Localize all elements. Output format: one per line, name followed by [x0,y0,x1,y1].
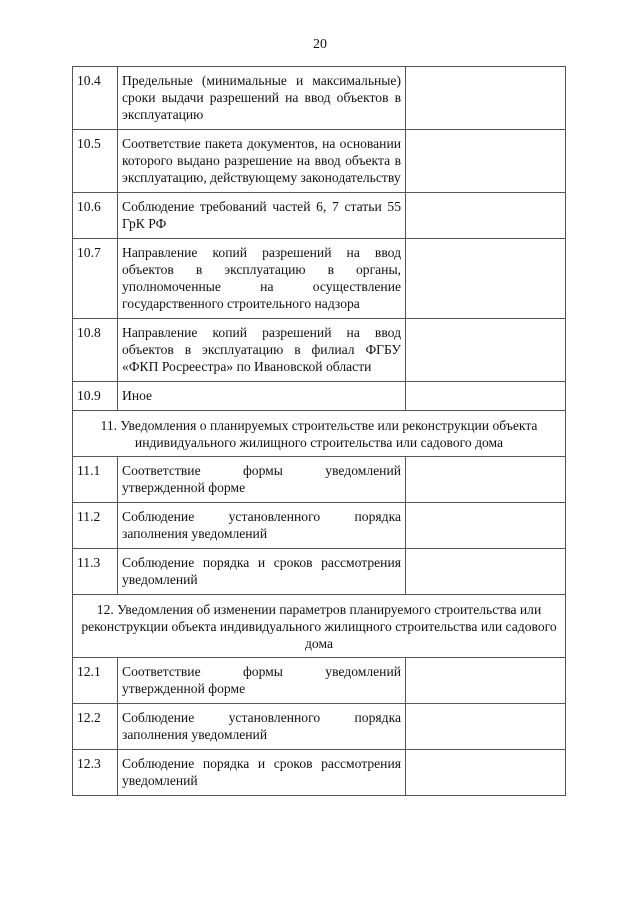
row-value-cell[interactable] [406,750,566,796]
row-number: 11.3 [73,549,118,595]
row-number: 10.4 [73,67,118,130]
row-number: 11.1 [73,457,118,503]
row-number: 12.3 [73,750,118,796]
row-value-cell[interactable] [406,239,566,319]
row-value-cell[interactable] [406,457,566,503]
table-row [73,239,566,319]
row-text: Соблюдение порядка и сроков рассмотрения уведомлений [118,750,406,796]
row-value-cell[interactable] [406,704,566,750]
row-value-cell[interactable] [406,549,566,595]
checklist-table [72,66,566,796]
row-value-cell[interactable] [406,658,566,704]
table-row [73,67,566,130]
row-value-cell[interactable] [406,130,566,193]
row-value-cell[interactable] [406,193,566,239]
table-row [73,750,566,796]
table-row [73,382,566,411]
row-number: 10.5 [73,130,118,193]
section-11-title: 11. Уведомления о планируемых строительстве или реконструкции объекта индивидуального жилищного строительства или садового дома [73,411,566,457]
row-number: 11.2 [73,503,118,549]
row-text: Соблюдение порядка и сроков рассмотрения уведомлений [118,549,406,595]
row-number: 10.7 [73,239,118,319]
row-text: Иное [118,382,406,411]
row-number: 12.2 [73,704,118,750]
row-number: 10.8 [73,319,118,382]
row-text: Соответствие формы уведомлений утвержденной форме [118,457,406,503]
table-row [73,130,566,193]
table-row [73,457,566,503]
row-value-cell[interactable] [406,67,566,130]
row-text: Предельные (минимальные и максимальные) сроки выдачи разрешений на ввод объектов в эксплуатацию [118,67,406,130]
section-header-row [73,595,566,658]
section-header-row [73,411,566,457]
row-number: 10.9 [73,382,118,411]
row-text: Направление копий разрешений на ввод объектов в эксплуатацию в органы, уполномоченные на осуществление государственного строительного надзора [118,239,406,319]
row-text: Соблюдение требований частей 6, 7 статьи 55 ГрК РФ [118,193,406,239]
row-value-cell[interactable] [406,503,566,549]
section-12-title: 12. Уведомления об изменении параметров планируемого строительства или реконструкции объекта индивидуального жилищного строительства или садового дома [73,595,566,658]
row-value-cell[interactable] [406,382,566,411]
table-row [73,503,566,549]
row-text: Соответствие пакета документов, на основании которого выдано разрешение на ввод объекта в эксплуатацию, действующему законодательству [118,130,406,193]
row-number: 10.6 [73,193,118,239]
row-text: Соблюдение установленного порядка заполнения уведомлений [118,503,406,549]
row-value-cell[interactable] [406,319,566,382]
table-row [73,658,566,704]
table-row [73,319,566,382]
table-row [73,549,566,595]
table-row [73,704,566,750]
row-number: 12.1 [73,658,118,704]
page-number: 20 [313,37,327,52]
table-row [73,193,566,239]
row-text: Направление копий разрешений на ввод объектов в эксплуатацию в филиал ФГБУ «ФКП Росреестра» по Ивановской области [118,319,406,382]
row-text: Соблюдение установленного порядка заполнения уведомлений [118,704,406,750]
row-text: Соответствие формы уведомлений утвержденной форме [118,658,406,704]
